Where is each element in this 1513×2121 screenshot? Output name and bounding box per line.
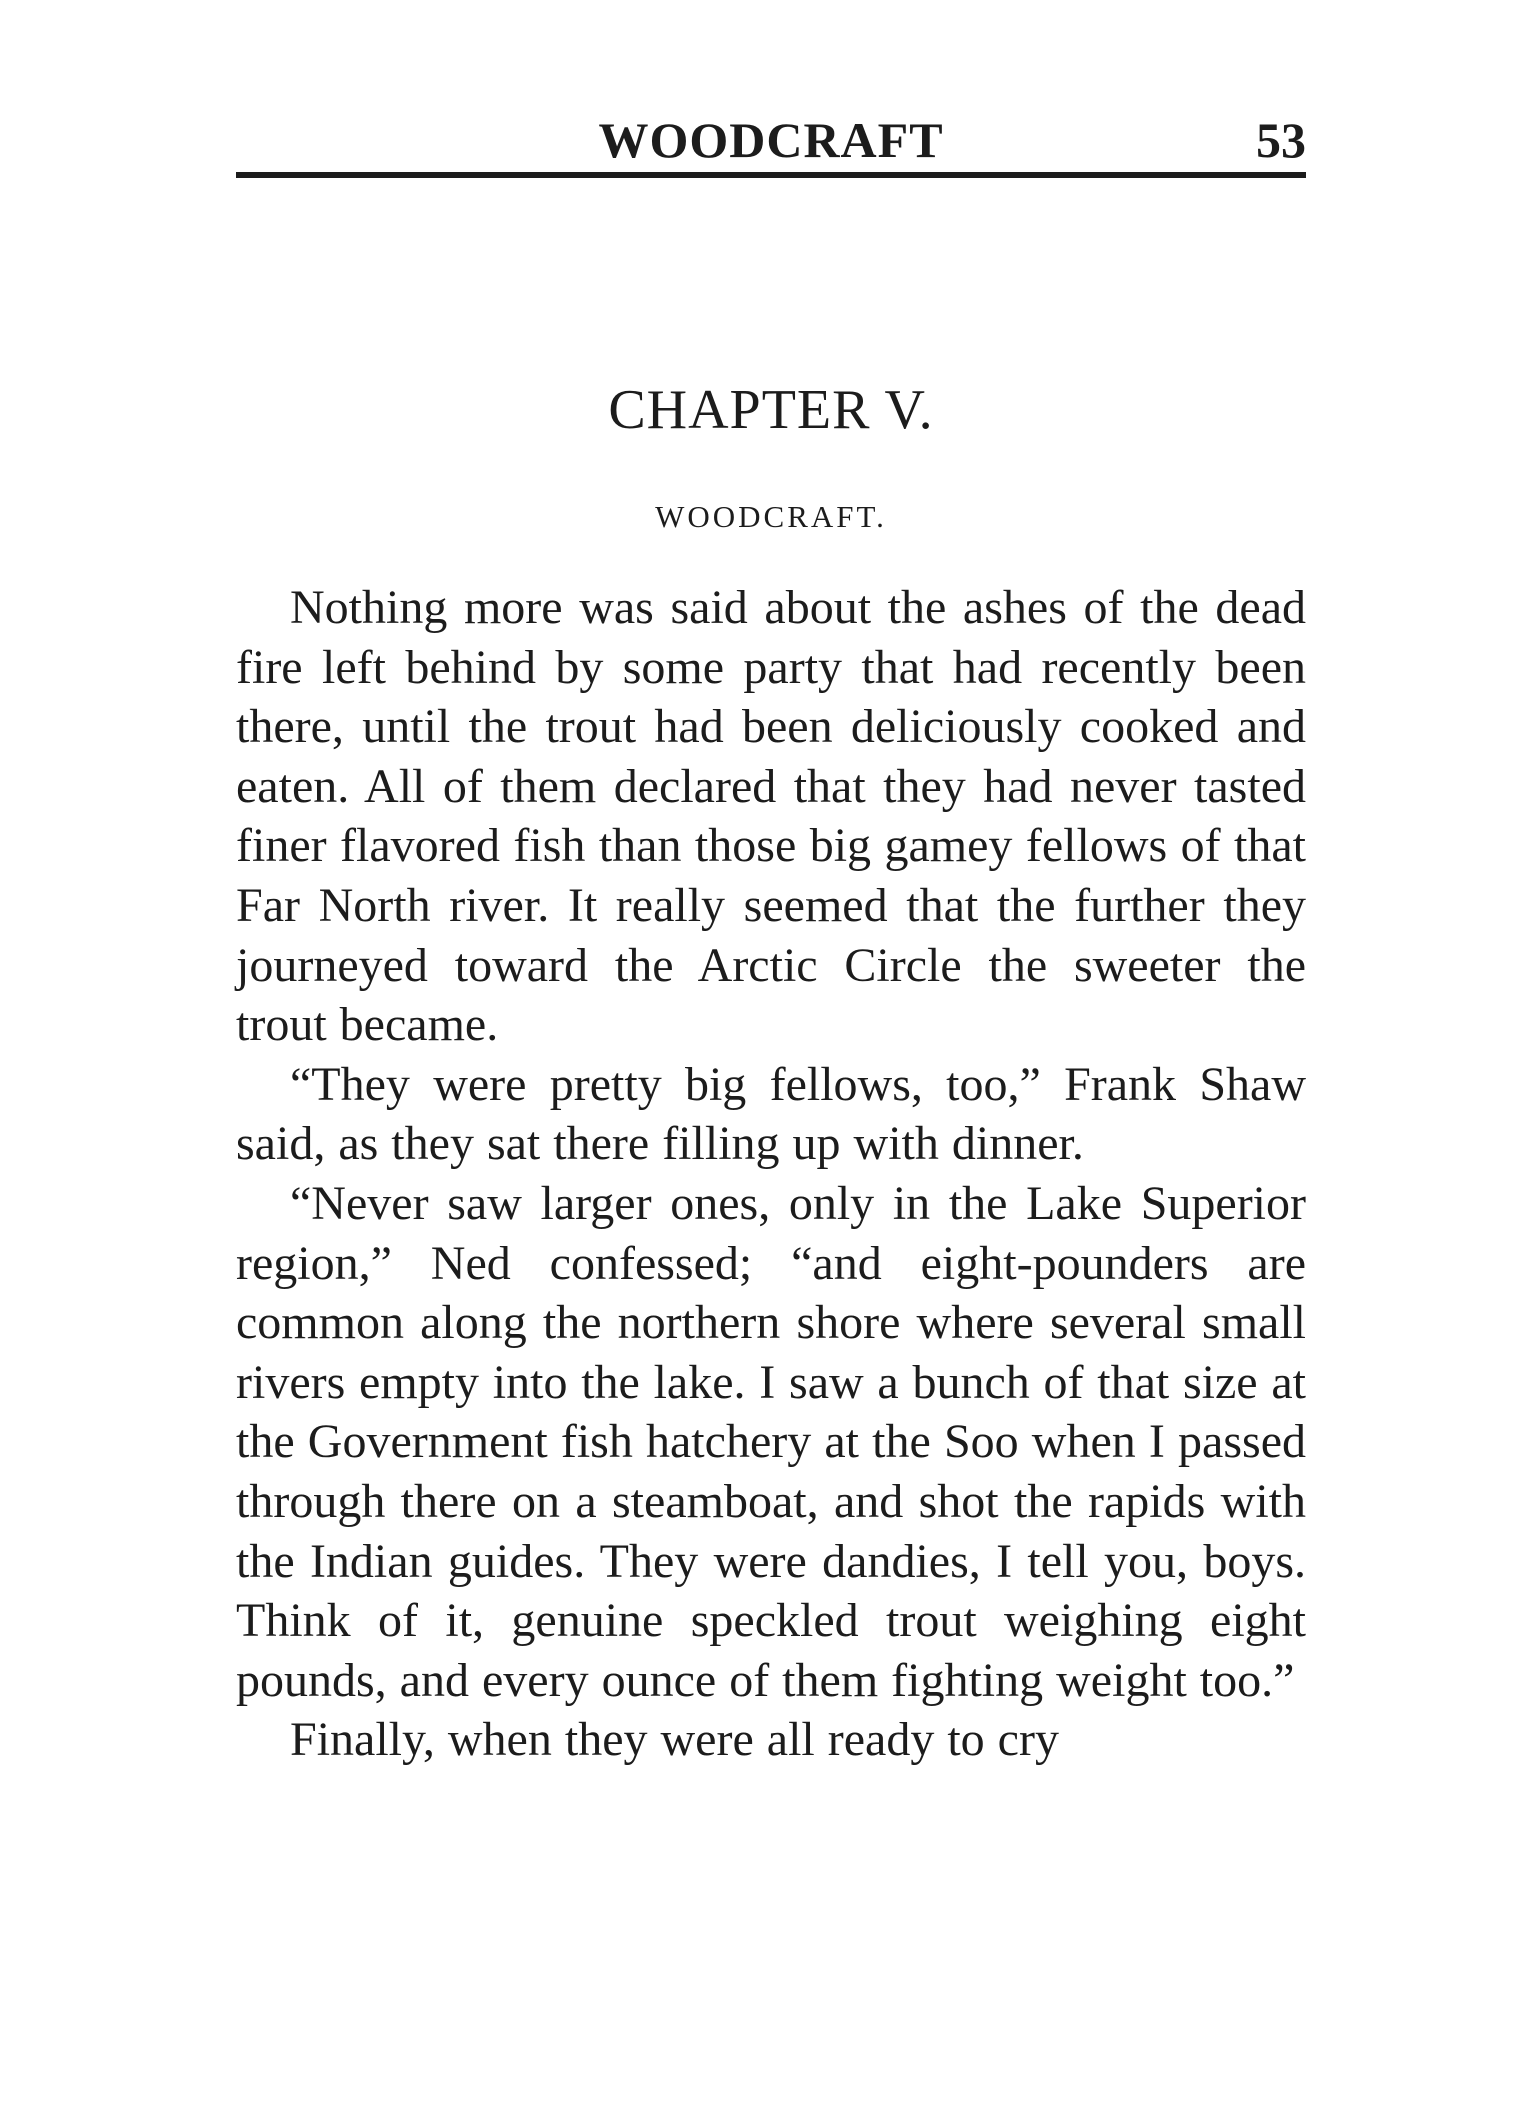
body-text: [236, 578, 1306, 1770]
header-rule: [236, 172, 1306, 178]
running-head: [236, 110, 1306, 170]
chapter-heading: CHAPTER V.: [608, 379, 934, 441]
paragraph: Nothing more was said about the ashes of the dead fire left behind by some party that had recently been there, until the trout had been deliciously cooked and eaten. All of them declared that they had never tasted finer flavored fish than those big gamey fellows of that Far North river. It really seemed that the further they journeyed toward the Arctic Circle the sweeter the trout became.: [236, 581, 1306, 1052]
paragraph: Finally, when they were all ready to cry: [290, 1713, 1059, 1767]
paragraph: “Never saw larger ones, only in the Lake Superior region,” Ned confessed; “and eight-pounders are common along the northern shore where several small rivers empty into the lake. I saw a bunch of that size at the Government fish hatchery at the Soo when I passed through there on a steamboat, and shot the rapids with the Indian guides. They were dandies, I tell you, boys. Think of it, genuine speckled trout weighing eight pounds, and every ounce of them fighting weight too.”: [236, 1176, 1306, 1707]
paragraph: “They were pretty big fellows, too,” Frank Shaw said, as they sat there filling up with dinner.: [236, 1057, 1306, 1171]
running-title: WOODCRAFT: [598, 112, 944, 168]
page-number: 53: [1256, 112, 1306, 168]
chapter-subtitle: WOODCRAFT.: [655, 499, 887, 534]
